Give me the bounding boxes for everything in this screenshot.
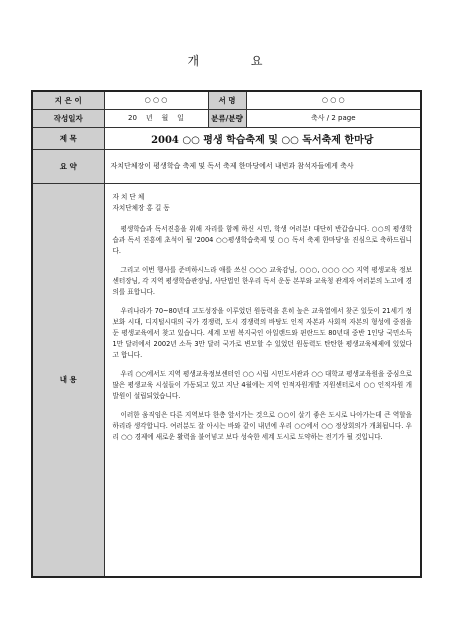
paragraph-4: 우리 ○○에서도 지역 평생교육정보센터인 ○○ 시립 시민도서관과 ○○ 대학교 평생교육원을 중심으로 많은 평생교육 시설들이 가동되고 있고 지난 4월에는 지역 인적자원개발 지원센터로서 ○○ 인적자원 개발원이 설립되었습니다. xyxy=(112,369,412,400)
row-content xyxy=(32,183,421,577)
signature-label: 서 명 xyxy=(208,91,246,109)
author-label: 지 은 이 xyxy=(32,91,104,109)
paragraph-3: 우리나라가 70~80년대 고도성장을 이루었던 원동력을 흔히 높은 교육열에서 찾곤 있듯이 21세기 정보화 시대, 디지털시대의 국가 경쟁력, 도시 경쟁력의 바탕도 인적 자본과 사회적 자본의 형성에 중점을 둔 평생교육에서 찾고 있습니다. 세계 모범 복지국인 아일랜드와 핀란드도 80년대 중반 1인당 국민소득 1만 달러에서 2002년 소득 3만 달러 국가로 변모할 수 있었던 원동력도 탄탄한 평생교육체제에 있었다고 합니다. xyxy=(112,306,412,359)
author-value: ○ ○ ○ xyxy=(104,91,208,109)
category-label: 분류/분량 xyxy=(208,109,246,127)
paragraph-1: 평생학습과 독서진흥을 위해 자리를 함께 하신 시민, 학생 여러분! 대단히 반갑습니다. ○○의 평생학습과 독서 진흥에 초석이 될 '2004 ○○평생학습축제 및 ○○ 독서 축제 한마당'을 진심으로 축하드립니다. xyxy=(112,224,412,255)
date-label: 작성일자 xyxy=(32,109,104,127)
page-title: 개 요 xyxy=(187,54,287,68)
subject-label: 제 목 xyxy=(32,127,104,149)
date-value: 20 년 월 일 xyxy=(104,109,208,127)
row-author xyxy=(32,91,421,109)
summary-value: 자치단체장이 평생학습 축제 및 독서 축제 한마당에서 내빈과 참석자들에게 축사 xyxy=(104,149,421,183)
signature-value: ○ ○ ○ xyxy=(246,91,421,109)
category-value: 축사 / 2 page xyxy=(246,109,421,127)
row-summary xyxy=(32,149,421,183)
summary-label: 요 약 xyxy=(32,149,104,183)
document-form-table xyxy=(31,90,422,578)
paragraph-5: 이러한 움직임은 다른 지역보다 한층 앞서가는 것으로 ○○이 살기 좋은 도시로 나아가는데 큰 역할을 하리라 생각합니다. 여러분도 잘 아시는 바와 같이 내년에 우리 ○○에서 ○○ 정상회의가 개최됩니다. 우리 ○○ 경제에 새로운 활력을 불어넣고 보다 성숙한 세계 도시로 도약하는 전기가 될 것입니다. xyxy=(112,410,412,441)
subject-value: 2004 ○○ 평생 학습축제 및 ○○ 독서축제 한마당 xyxy=(104,127,421,149)
row-subject xyxy=(32,127,421,149)
content-label: 내 용 xyxy=(32,183,104,577)
content-speaker: 자치단체장 홍 길 동 xyxy=(112,203,170,212)
row-date xyxy=(32,109,421,127)
paragraph-2: 그리고 이번 행사를 준비하시느라 애를 쓰신 ○○○ 교육감님, ○○○, ○○○ ○○ 지역 평생교육 정보센터장님, 각 지역 평생학습관장님, 사단법인 한우리 독서 운동 본부와 교육청 관계자 여러분의 노고에 경의를 표합니다. xyxy=(112,265,412,296)
content-heading: 자 치 단 체 xyxy=(112,192,145,201)
content-body xyxy=(104,183,421,577)
